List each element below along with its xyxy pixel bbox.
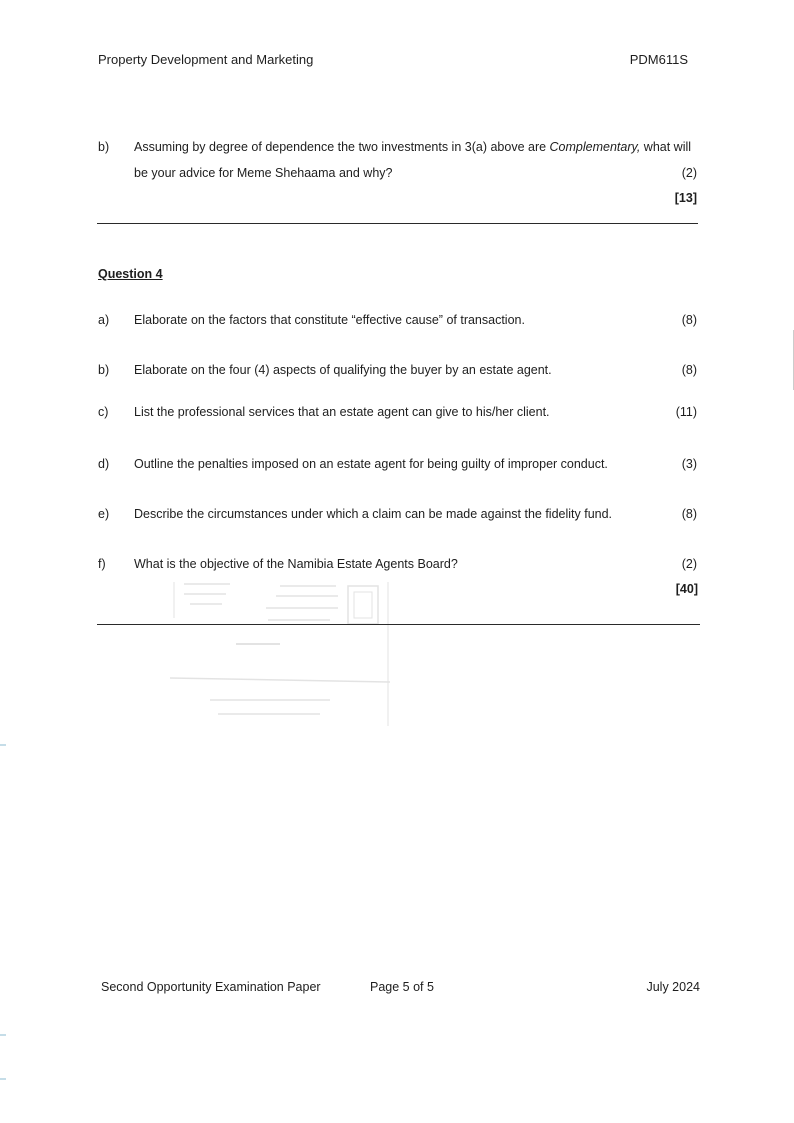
q4a-marks: (8) [681,313,697,327]
q4c-label: c) [98,405,109,419]
q4b-label: b) [98,363,110,377]
scan-edge-mark [0,1078,6,1080]
scan-edge-mark [0,1034,6,1036]
q4c-text: List the professional services that an estate agent can give to his/her client. [134,405,550,419]
q4-total-marks: [40] [675,582,698,596]
q4e-marks: (8) [681,507,697,521]
section-divider [97,223,698,224]
q4e-label: e) [98,507,110,521]
question-4-heading: Question 4 [98,267,163,281]
q3b-text-suffix: what will [640,140,692,154]
q3b-text-emphasis: Complementary, [549,140,641,154]
course-code: PDM611S [629,52,688,67]
q4d-marks: (3) [681,457,697,471]
q4c-marks: (11) [675,405,697,419]
q4d-text: Outline the penalties imposed on an estate agent for being guilty of improper conduct. [134,457,608,471]
footer-date: July 2024 [646,980,700,994]
q4d-label: d) [98,457,110,471]
footer-exam-type: Second Opportunity Examination Paper [101,980,321,994]
footer-page-number: Page 5 of 5 [370,980,434,994]
course-title: Property Development and Marketing [98,52,314,67]
scan-edge-mark [0,744,6,746]
q3b-text-line1 [134,140,691,154]
q4b-marks: (8) [681,363,697,377]
q4b-text: Elaborate on the four (4) aspects of qualifying the buyer by an estate agent. [134,363,552,377]
q4e-text: Describe the circumstances under which a claim can be made against the fidelity fund. [134,507,613,521]
q4a-text: Elaborate on the factors that constitute “effective cause” of transaction. [134,313,525,327]
q3b-text-line2: be your advice for Meme Shehaama and why? [134,166,393,180]
q4f-label: f) [98,557,106,571]
q3-total-marks: [13] [674,191,697,205]
bleed-through-stamp [170,578,395,726]
q3b-label: b) [98,140,110,154]
q3b-text-prefix: Assuming by degree of dependence the two investments in 3(a) above are [134,140,550,154]
q4f-marks: (2) [681,557,697,571]
section-divider-bottom [97,624,700,625]
q3b-marks: (2) [681,166,697,180]
q4f-text: What is the objective of the Namibia Estate Agents Board? [134,557,458,571]
q4a-label: a) [98,313,110,327]
